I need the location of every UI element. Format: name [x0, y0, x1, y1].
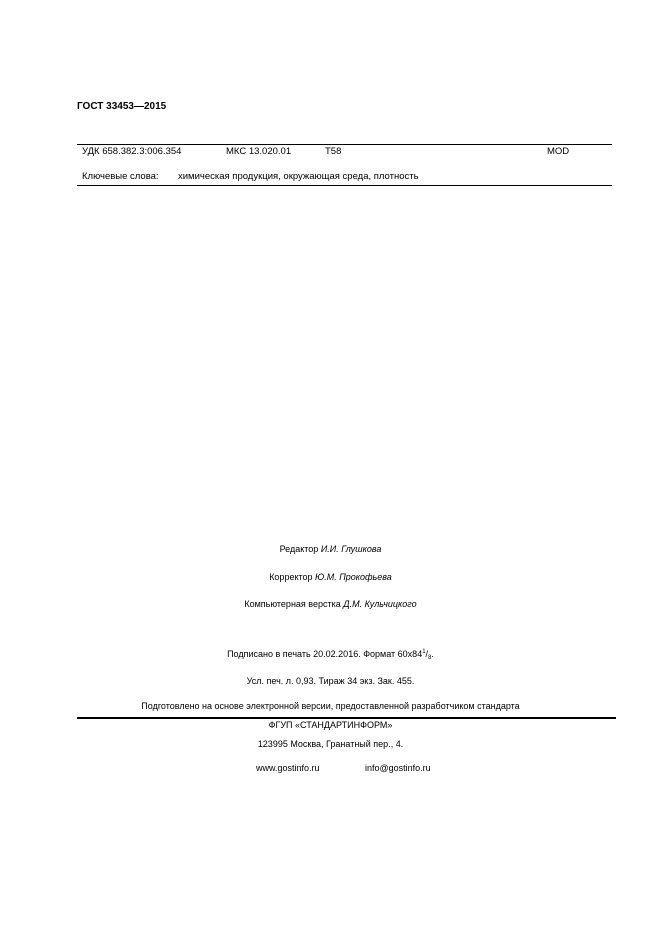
- mod-code: MOD: [547, 146, 570, 157]
- corrector-name: Ю.М. Прокофьева: [315, 572, 392, 582]
- print-info: Усл. печ. л. 0,93. Тираж 34 экз. Зак. 455.: [246, 676, 415, 686]
- keywords-label: Ключевые слова:: [82, 171, 159, 182]
- udk-code: УДК 658.382.3:006.354: [82, 146, 182, 157]
- standard-code: ГОСТ 33453—2015: [77, 101, 167, 112]
- editor-line: [0, 544, 661, 554]
- classification-top-rule: [77, 144, 612, 145]
- layout-line: [0, 599, 661, 609]
- publisher-top-rule: [77, 717, 616, 719]
- t-code: Т58: [325, 146, 342, 157]
- publisher-address: 123995 Москва, Гранатный пер., 4.: [257, 739, 404, 749]
- format-numerator: 1: [422, 649, 426, 655]
- corrector-line: [0, 572, 661, 582]
- publisher-name: ФГУП «СТАНДАРТИНФОРМ»: [268, 720, 393, 730]
- prepared-text: Подготовлено на основе электронной версии, предоставленной разработчиком стандарта: [141, 701, 520, 711]
- format-denominator: 8: [428, 655, 432, 661]
- corrector-label: Корректор: [269, 572, 313, 582]
- format-slash: /: [425, 649, 429, 659]
- editor-label: Редактор: [279, 544, 319, 554]
- keywords-bottom-rule: [77, 185, 612, 186]
- format-end: .: [431, 649, 434, 659]
- publisher-email[interactable]: info@gostinfo.ru: [365, 763, 431, 773]
- layout-label: Компьютерная верстка: [244, 599, 341, 609]
- signed-line: [0, 649, 661, 661]
- signed-text: Подписано в печать 20.02.2016. Формат 60x84: [227, 649, 423, 659]
- keywords-text: химическая продукция, окружающая среда, плотность: [178, 171, 419, 182]
- publisher-website[interactable]: www.gostinfo.ru: [256, 763, 320, 773]
- layout-name: Д.М. Кульчицкого: [343, 599, 417, 609]
- mks-code: МКС 13.020.01: [226, 146, 292, 157]
- editor-name: И.И. Глушкова: [320, 544, 382, 554]
